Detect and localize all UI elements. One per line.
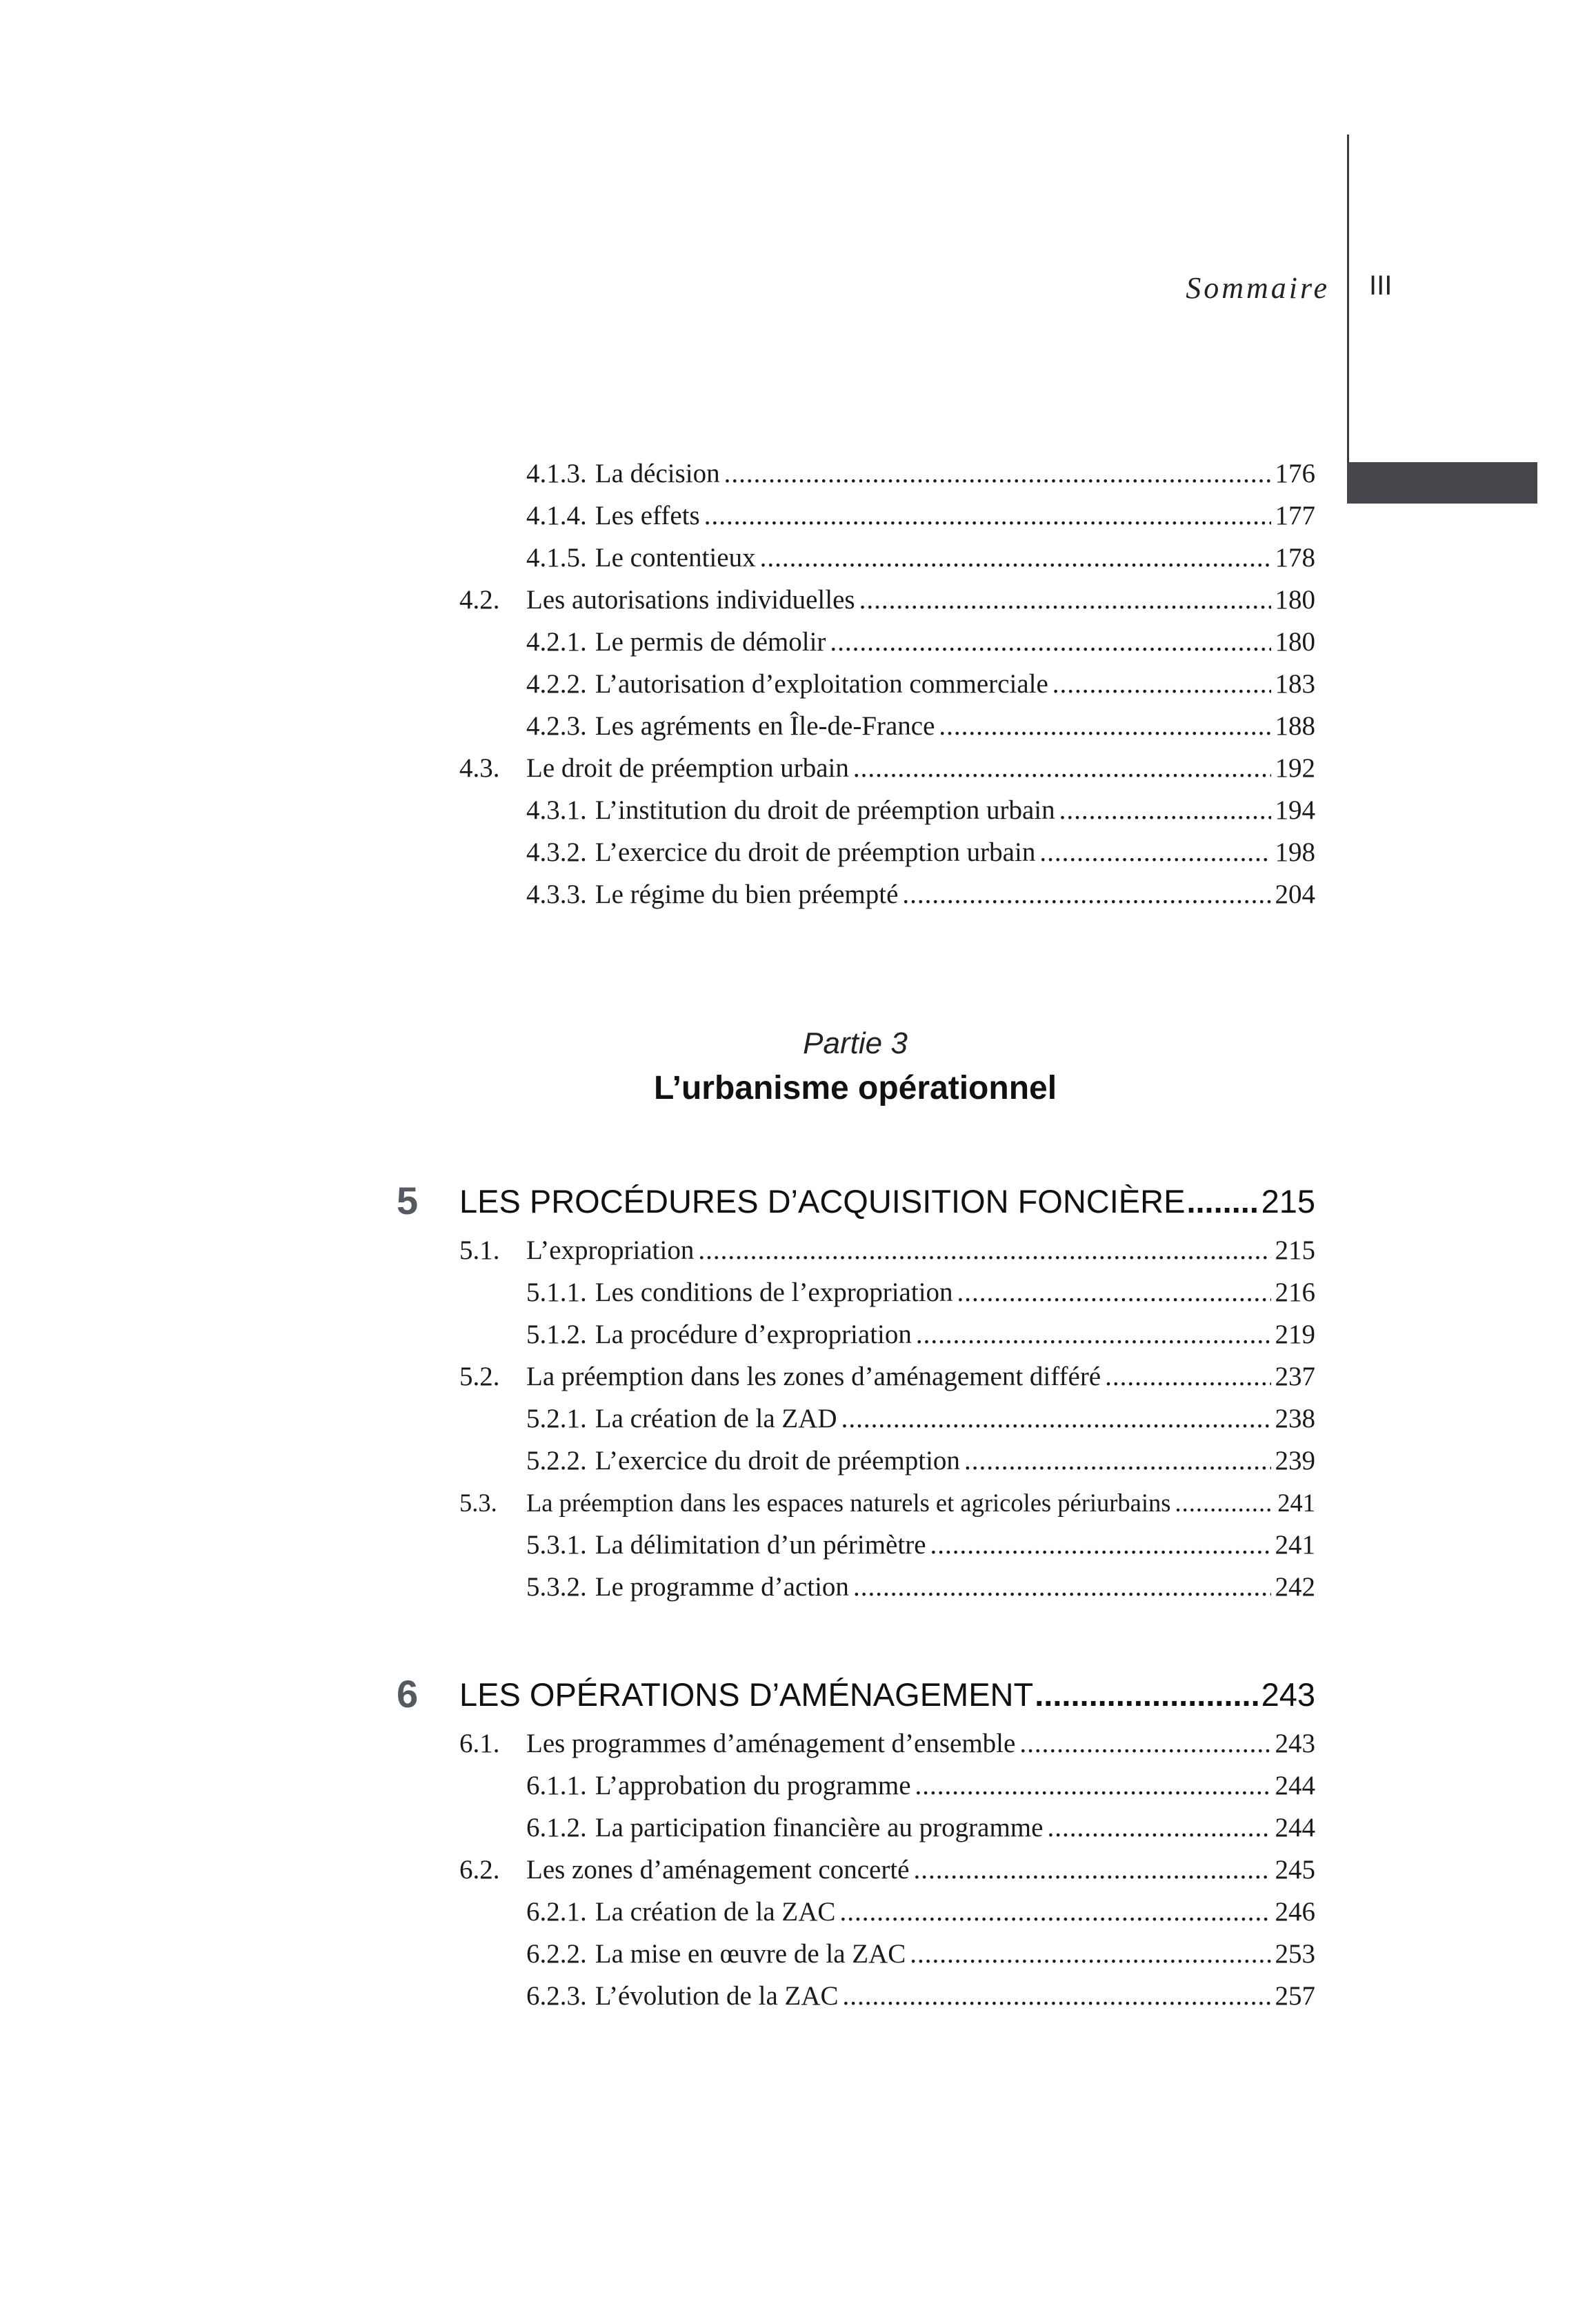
- toc-entry[interactable]: 5.2.1. La création de la ZAD ..... 238: [526, 1400, 1315, 1438]
- toc-entry[interactable]: 6.2.2. La mise en œuvre de la ZAC ..... 253: [526, 1935, 1315, 1974]
- part-label: Partie 3: [803, 1026, 908, 1060]
- toc-entry[interactable]: 5.3. La préemption dans les espaces naturels et agricoles périurbains ..... 241: [459, 1484, 1315, 1522]
- toc-entry[interactable]: 6.1.1. L’approbation du programme ..... 244: [526, 1767, 1315, 1805]
- chapter-6-heading[interactable]: [397, 1671, 1315, 1720]
- toc-entry[interactable]: 4.3. Le droit de préemption urbain ..... 192: [459, 749, 1315, 788]
- toc-entry[interactable]: 5.2.2. L’exercice du droit de préemption ..... 239: [526, 1442, 1315, 1480]
- chapter-title: LES PROCÉDURES D’ACQUISITION FONCIÈRE: [459, 1183, 1186, 1220]
- toc-entry[interactable]: 5.1.1. Les conditions de l’expropriation ..... 216: [526, 1273, 1315, 1312]
- toc-entry[interactable]: 5.2. La préemption dans les zones d’aménagement différé ..... 237: [459, 1358, 1315, 1396]
- toc-entry[interactable]: 4.2.1. Le permis de démolir ..... 180: [526, 623, 1315, 662]
- toc-entry[interactable]: 5.3.2. Le programme d’action ..... 242: [526, 1568, 1315, 1607]
- toc-entry[interactable]: 5.1. L’expropriation ..... 215: [459, 1231, 1315, 1270]
- running-head: Sommaire: [1186, 271, 1330, 305]
- toc-entry[interactable]: 4.3.1. L’institution du droit de préemption urbain ..... 194: [526, 791, 1315, 830]
- chapter-page: 215: [1261, 1183, 1315, 1220]
- margin-vertical-rule: [1347, 135, 1349, 462]
- page-number: III: [1369, 270, 1393, 301]
- toc-entry[interactable]: 4.2. Les autorisations individuelles ..... 180: [459, 581, 1315, 619]
- chapter-page: 243: [1261, 1676, 1315, 1713]
- chapter-number: 6: [397, 1672, 419, 1716]
- toc-entry[interactable]: 4.1.4. Les effets ..... 177: [526, 497, 1315, 535]
- toc-entry[interactable]: 6.2.3. L’évolution de la ZAC ..... 257: [526, 1977, 1315, 2016]
- toc-entry[interactable]: 5.3.1. La délimitation d’un périmètre ..... 241: [526, 1526, 1315, 1564]
- toc-entry[interactable]: 6.1.2. La participation financière au programme ..... 244: [526, 1809, 1315, 1847]
- toc-entry[interactable]: 6.2.1. La création de la ZAC ..... 246: [526, 1893, 1315, 1931]
- toc-entry[interactable]: 6.1. Les programmes d’aménagement d’ensemble ..... 243: [459, 1724, 1315, 1763]
- toc-entry[interactable]: 4.3.3. Le régime du bien préempté ..... 204: [526, 875, 1315, 914]
- toc-entry[interactable]: 4.2.2. L’autorisation d’exploitation commerciale ..... 183: [526, 665, 1315, 704]
- toc-entry[interactable]: 5.1.2. La procédure d’expropriation ..... 219: [526, 1315, 1315, 1354]
- toc-entry[interactable]: 4.2.3. Les agréments en Île-de-France ..... 188: [526, 707, 1315, 746]
- chapter-number: 5: [397, 1179, 419, 1222]
- toc-entry[interactable]: 4.1.3. La décision ..... 176: [526, 455, 1315, 493]
- thumb-index-tab: [1347, 462, 1537, 504]
- part-title: L’urbanisme opérationnel: [653, 1070, 1057, 1106]
- toc-entry[interactable]: 4.3.2. L’exercice du droit de préemption urbain ..... 198: [526, 833, 1315, 872]
- chapter-title: LES OPÉRATIONS D’AMÉNAGEMENT: [459, 1676, 1034, 1713]
- toc-entry[interactable]: 4.1.5. Le contentieux ..... 178: [526, 539, 1315, 577]
- chapter-5-heading[interactable]: [397, 1178, 1315, 1226]
- toc-entry[interactable]: 6.2. Les zones d’aménagement concerté ..... 245: [459, 1851, 1315, 1889]
